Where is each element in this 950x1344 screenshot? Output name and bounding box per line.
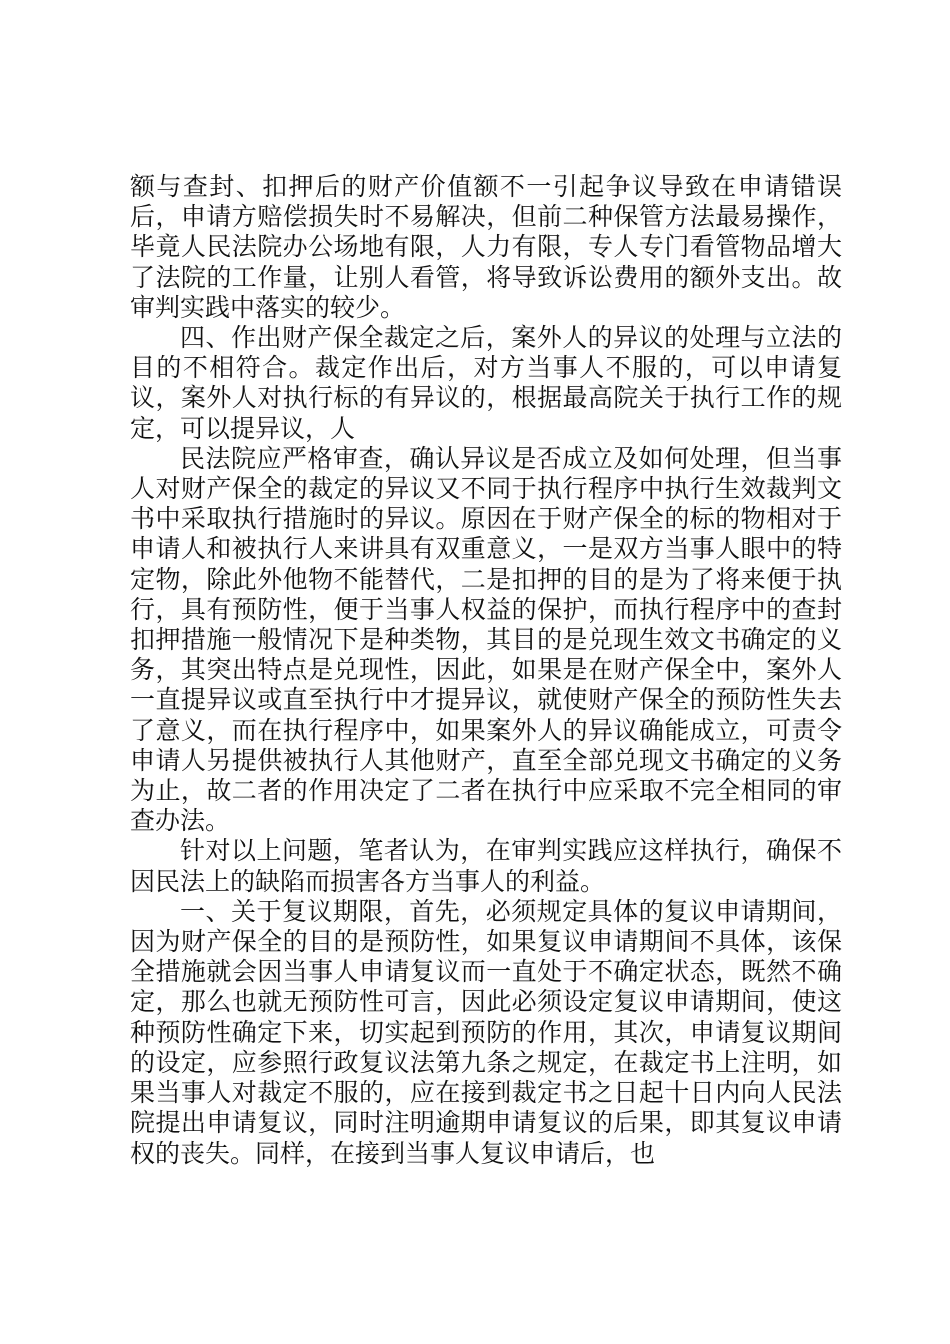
paragraph-2: 四、作出财产保全裁定之后，案外人的异议的处理与立法的目的不相符合。裁定作出后，对方当事人不服的，可以申请复议，案外人对执行标的有异议的，根据最高院关于执行工作的规定，可以提异议，人 — [130, 323, 842, 443]
paragraph-3: 民法院应严格审查，确认异议是否成立及如何处理，但当事人对财产保全的裁定的异议又不同于执行程序中执行生效裁判文书中采取执行措施时的异议。原因在于财产保全的标的物相对于申请人和被执行人来讲具有双重意义，一是双方当事人眼中的特定物，除此外他物不能替代，二是扣押的目的是为了将来便于执行，具有预防性，便于当事人权益的保护，而执行程序中的查封扣押措施一般情况下是种类物，其目的是兑现生效文书确定的义务，其突出特点是兑现性，因此，如果是在财产保全中，案外人一直提异议或直至执行中才提异议，就使财产保全的预防性失去了意义，而在执行程序中，如果案外人的异议确能成立，可责令申请人另提供被执行人其他财产，直至全部兑现文书确定的义务为止，故二者的作用决定了二者在执行中应采取不完全相同的审查办法。 — [130, 443, 842, 836]
paragraph-5: 一、关于复议期限，首先，必须规定具体的复议申请期间，因为财产保全的目的是预防性，如果复议申请期间不具体，该保全措施就会因当事人申请复议而一直处于不确定状态，既然不确定，那么也就无预防性可言，因此必须设定复议申请期间，使这种预防性确定下来，切实起到预防的作用，其次，申请复议期间的设定，应参照行政复议法第九条之规定，在裁定书上注明，如果当事人对裁定不服的，应在接到裁定书之日起十日内向人民法院提出申请复议，同时注明逾期申请复议的后果，即其复议申请权的丧失。同样，在接到当事人复议申请后，也 — [130, 896, 842, 1168]
document-body — [130, 172, 842, 1169]
paragraph-1: 额与查封、扣押后的财产价值额不一引起争议导致在申请错误后，申请方赔偿损失时不易解决，但前二种保管方法最易操作，毕竟人民法院办公场地有限，人力有限，专人专门看管物品增大了法院的工作量，让别人看管，将导致诉讼费用的额外支出。故审判实践中落实的较少。 — [130, 172, 842, 322]
paragraph-4: 针对以上问题，笔者认为，在审判实践应这样执行，确保不因民法上的缺陷而损害各方当事人的利益。 — [130, 836, 842, 896]
